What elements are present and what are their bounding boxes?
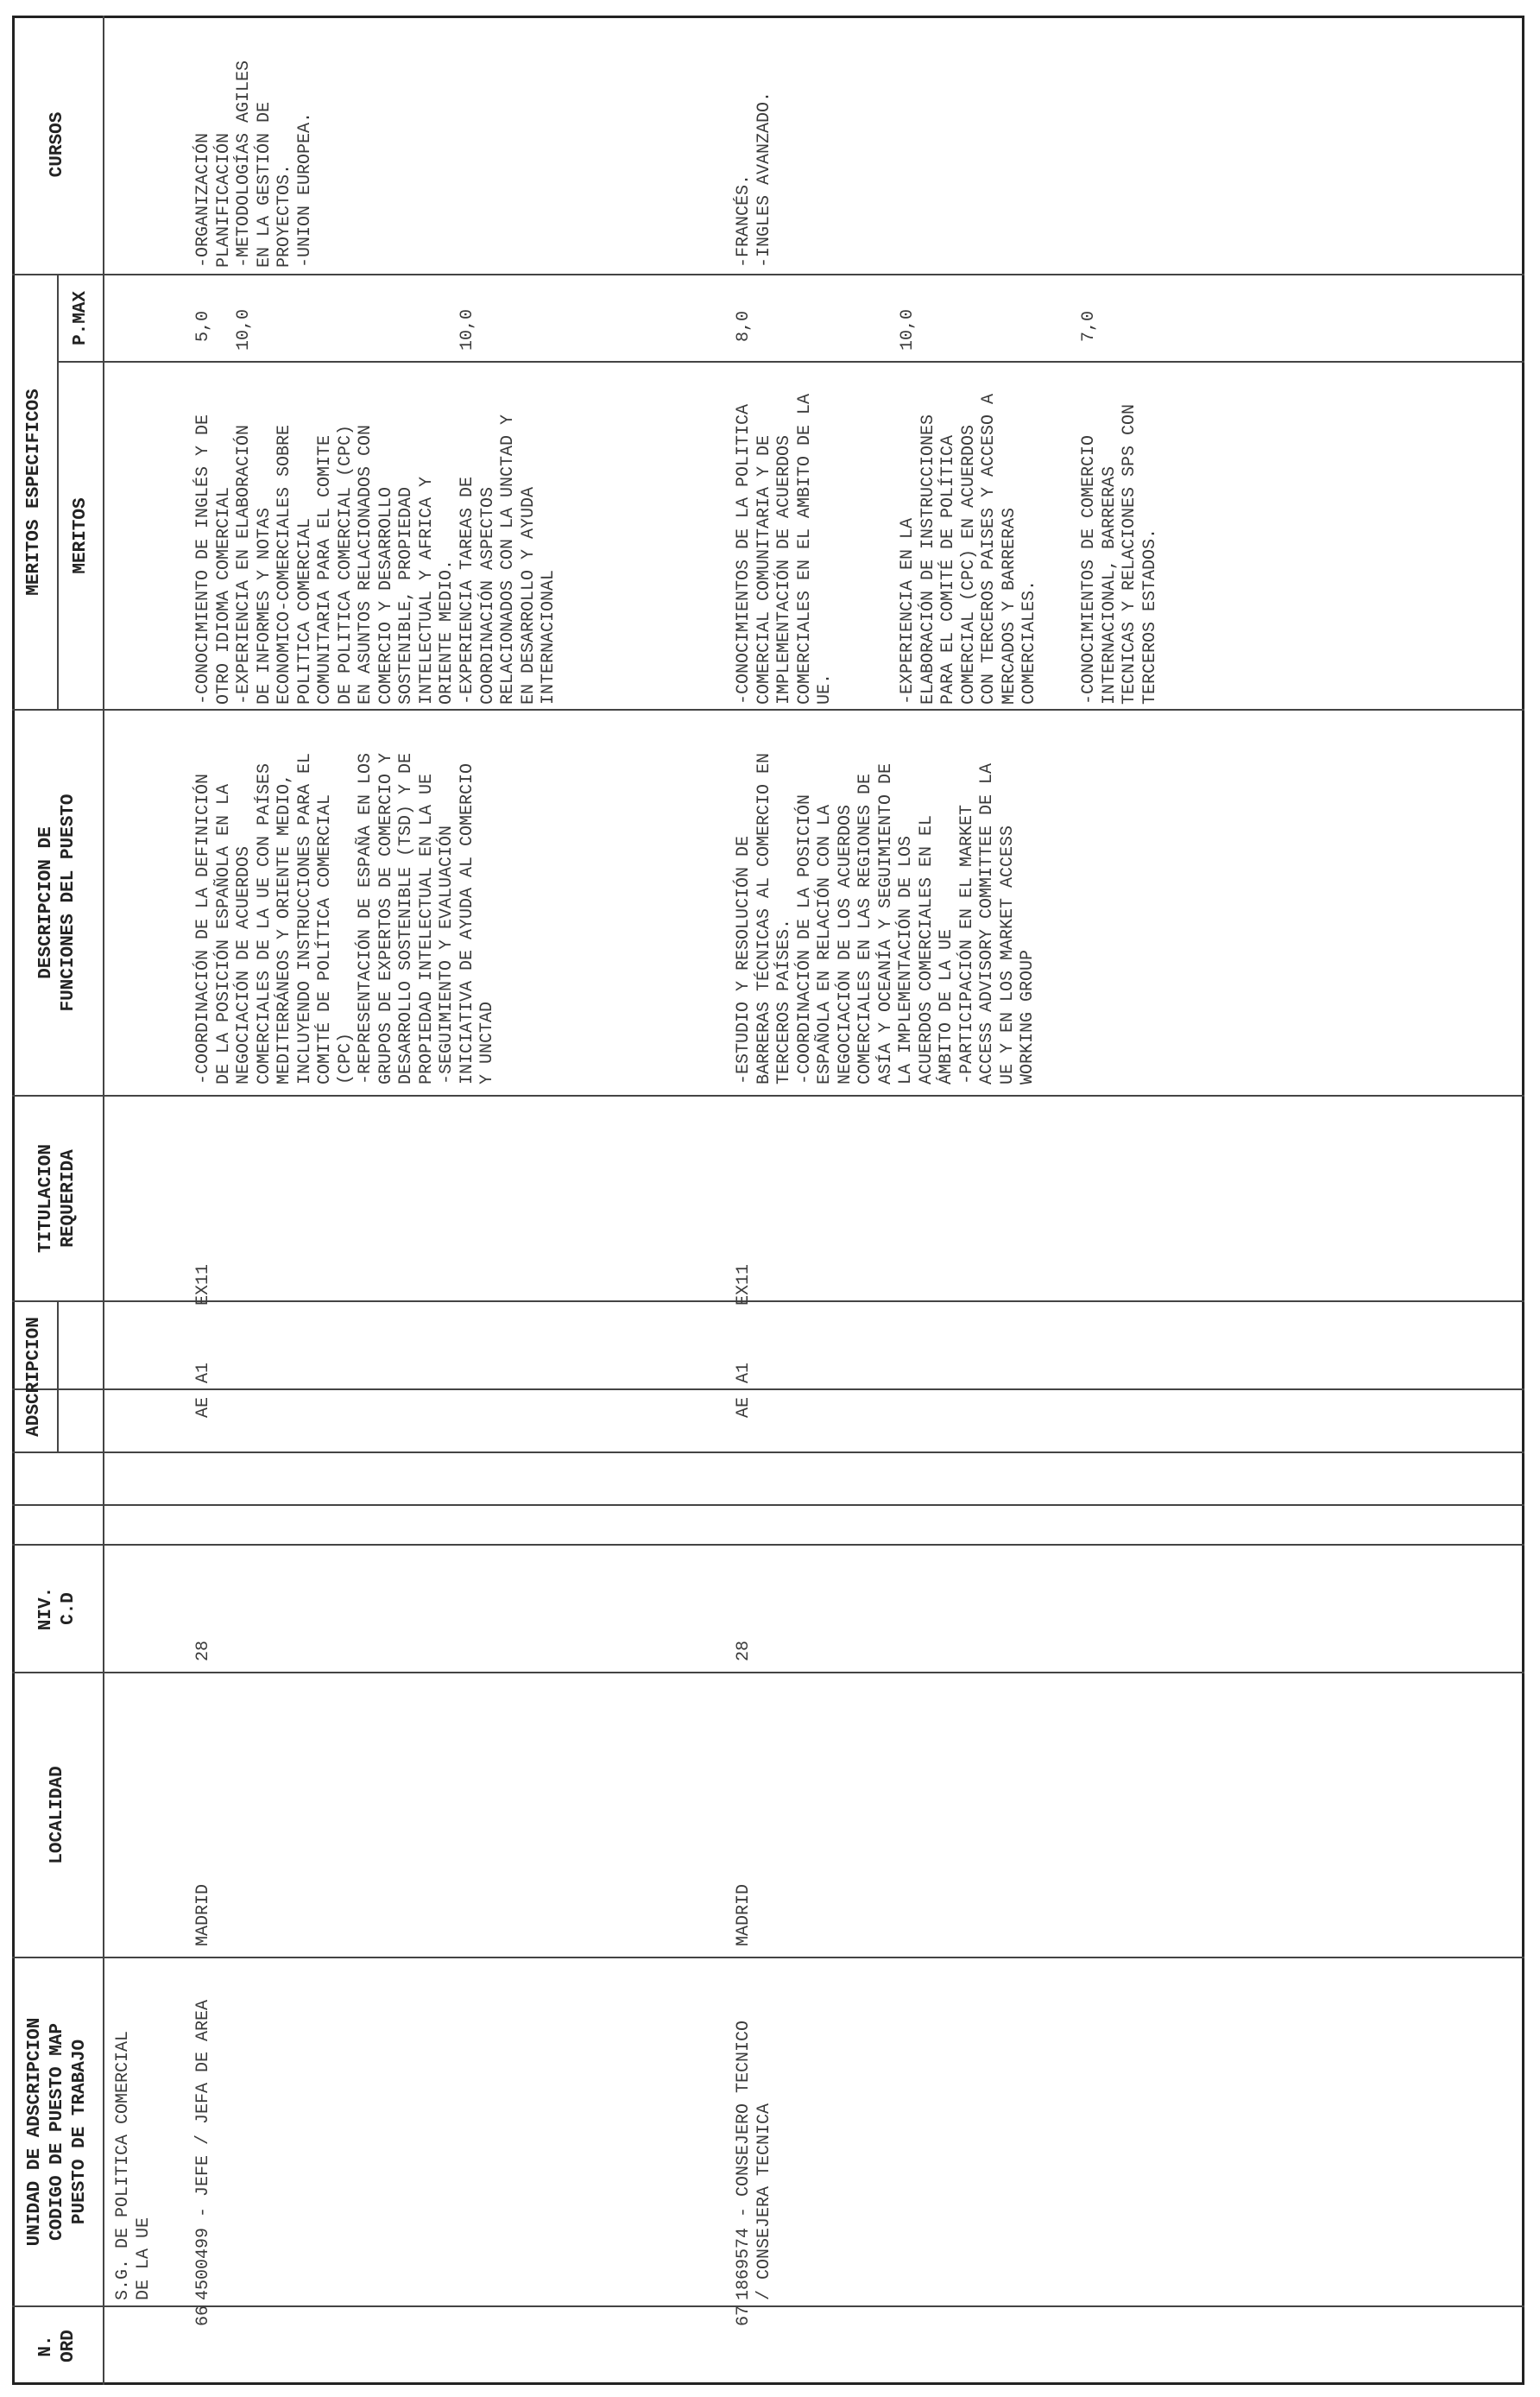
row-67-nivel: 28 [734, 1640, 754, 1661]
row-66-gs: A1 [193, 1362, 213, 1383]
col-divider [12, 1957, 1524, 1958]
col-divider [12, 1388, 1524, 1390]
col-divider [12, 2305, 1524, 2307]
row-67-n-ord: 67 [734, 2305, 754, 2326]
header-unidad: UNIDAD DE ADSCRIPCION CODIGO DE PUESTO MAP PUESTO DE TRABAJO [24, 2017, 90, 2247]
row-67-pmax-1: 8,0 [734, 310, 754, 342]
header-nivel: NIV. C.D [35, 1586, 79, 1631]
header-meritos: MERITOS [70, 497, 91, 574]
row-67-puesto: 1869574 - CONSEJERO TECNICO / CONSEJERA TECNICA [734, 2020, 774, 2300]
row-67-pmax-3: 7,0 [1079, 310, 1099, 342]
row-66-cursos: -ORGANIZACIÓN PLANIFICACIÓN -METODOLOGÍAS AGILES EN LA GESTIÓN DE PROYECTOS. -UNION EUROPEA. [193, 60, 315, 268]
unit-title: S.G. DE POLITICA COMERCIAL DE LA UE [113, 2030, 154, 2300]
row-67-cuerpo: EX11 [734, 1263, 754, 1306]
row-66-ad: AE [193, 1396, 213, 1418]
header-pmax: P.MAX [70, 291, 91, 346]
col-divider [12, 1504, 1524, 1506]
col-divider [12, 709, 1524, 711]
row-66-cuerpo: EX11 [193, 1263, 213, 1306]
row-67-ad: AE [734, 1396, 754, 1418]
header-separator [103, 16, 104, 2385]
row-67-merito-3: -CONOCIMIENTOS DE COMERCIO INTERNACIONAL, BARRERAS TECNICAS Y RELACIONES SPS CON TERCEROS ESTADOS. [1079, 403, 1160, 705]
col-divider-pmax [57, 361, 1524, 363]
row-67-pmax-2: 10,0 [898, 308, 918, 351]
row-66-merito-1: -CONOCIMIENTO DE INGLÉS Y DE OTRO IDIOMA COMERCIAL [193, 414, 234, 705]
col-divider [12, 1544, 1524, 1546]
header-localidad: LOCALIDAD [47, 1766, 67, 1864]
col-divider [12, 1300, 1524, 1302]
header-descripcion: DESCRIPCION DE FUNCIONES DEL PUESTO [35, 794, 79, 1012]
row-66-descripcion: -COORDINACIÓN DE LA DEFINICIÓN DE LA POSICIÓN ESPAÑOLA EN LA NEGOCIACIÓN DE ACUERDOS COMERCIALES DE LA UE CON PAÍSES MEDITERRÁNEOS Y ORIENTE MEDIO, INCLUYENDO INSTRUCCIONES PARA EL COMITÉ DE POLÍTICA COMERCIAL (CPC) -REPRESENTACIÓN DE ESPAÑA EN LOS GRUPOS DE EXPERTOS DE COMERCIO Y DESARROLLO SOSTENIBLE (TSD) Y DE PROPIEDAD INTELECTUAL EN LA UE -SEGUIMIENTO Y EVALUACIÓN INICIATIVA DE AYUDA AL COMERCIO Y UNCTAD [193, 752, 497, 1085]
header-titulacion: TITULACION REQUERIDA [35, 1143, 79, 1254]
row-67-gs: A1 [734, 1362, 754, 1383]
subheader-line-adscripcion [57, 1302, 59, 1453]
row-67-cursos: -FRANCÉS. -INGLES AVANZADO. [734, 91, 774, 268]
row-67-localidad: MADRID [734, 1883, 754, 1946]
header-cursos: CURSOS [47, 111, 67, 178]
header-adscripcion: ADSCRIPCION [24, 1317, 44, 1437]
row-66-puesto: 4500499 - JEFE / JEFA DE AREA [193, 1999, 213, 2300]
row-66-localidad: MADRID [193, 1883, 213, 1946]
col-divider [12, 1672, 1524, 1673]
col-divider [12, 1095, 1524, 1097]
row-66-pmax-3: 10,0 [458, 308, 477, 351]
row-67-merito-2: -EXPERIENCIA EN LA ELABORACIÓN DE INSTRUCCIONES PARA EL COMITÉ DE POLÍTICA COMERCIAL (CPC) EN ACUERDOS CON TERCEROS PAISES Y ACCESO A MERCADOS Y BARRERAS COMERCIALES. [898, 393, 1039, 705]
row-66-pmax-2: 10,0 [234, 308, 254, 351]
row-66-nivel: 28 [193, 1640, 213, 1661]
col-divider [12, 1451, 1524, 1453]
row-66-merito-3: -EXPERIENCIA TAREAS DE COORDINACIÓN ASPECTOS RELACIONADOS CON LA UNCTAD Y EN DESARROLLO Y AYUDA INTERNACIONAL [458, 414, 559, 705]
row-67-merito-1: -CONOCIMIENTOS DE LA POLITICA COMERCIAL COMUNITARIA Y DE IMPLEMENTACIÓN DE ACUERDOS COMERCIALES EN EL AMBITO DE LA UE. [734, 393, 835, 705]
row-66-n-ord: 66 [193, 2305, 213, 2326]
header-meritos-especificos: MERITOS ESPECIFICOS [24, 389, 44, 596]
row-66-pmax-1: 5,0 [193, 310, 213, 342]
row-67-descripcion: -ESTUDIO Y RESOLUCIÓN DE BARRERAS TÉCNICAS AL COMERCIO EN TERCEROS PAÍSES. -COORDINACIÓN DE LA POSICIÓN ESPAÑOLA EN RELACIÓN CON LA NEGOCIACIÓN DE LOS ACUERDOS COMERCIALES EN LAS REGIONES DE ASÍA Y OCEANÍA Y SEGUIMIENTO DE LA IMPLEMENTACIÓN DE LOS ACUERDOS COMERCIALES EN EL ÁMBITO DE LA UE -PARTICIPACIÓN EN EL MARKET ACCESS ADVISORY COMMITTEE DE LA UE Y EN LOS MARKET ACCESS WORKING GROUP [734, 752, 1038, 1085]
col-divider [12, 274, 1524, 275]
header-n-ord: N. ORD [35, 2330, 79, 2362]
row-66-merito-2: -EXPERIENCIA EN ELABORACIÓN DE INFORMES Y NOTAS ECONOMICO-COMERCIALES SOBRE POLITICA COMERCIAL COMUNITARIA PARA EL COMITE DE POLITICA COMERCIAL (CPC) EN ASUNTOS RELACIONADOS CON COMERCIO Y DESARROLLO SOSTENIBLE, PROPIEDAD INTELECTUAL Y AFRICA Y ORIENTE MEDIO. [234, 424, 457, 705]
